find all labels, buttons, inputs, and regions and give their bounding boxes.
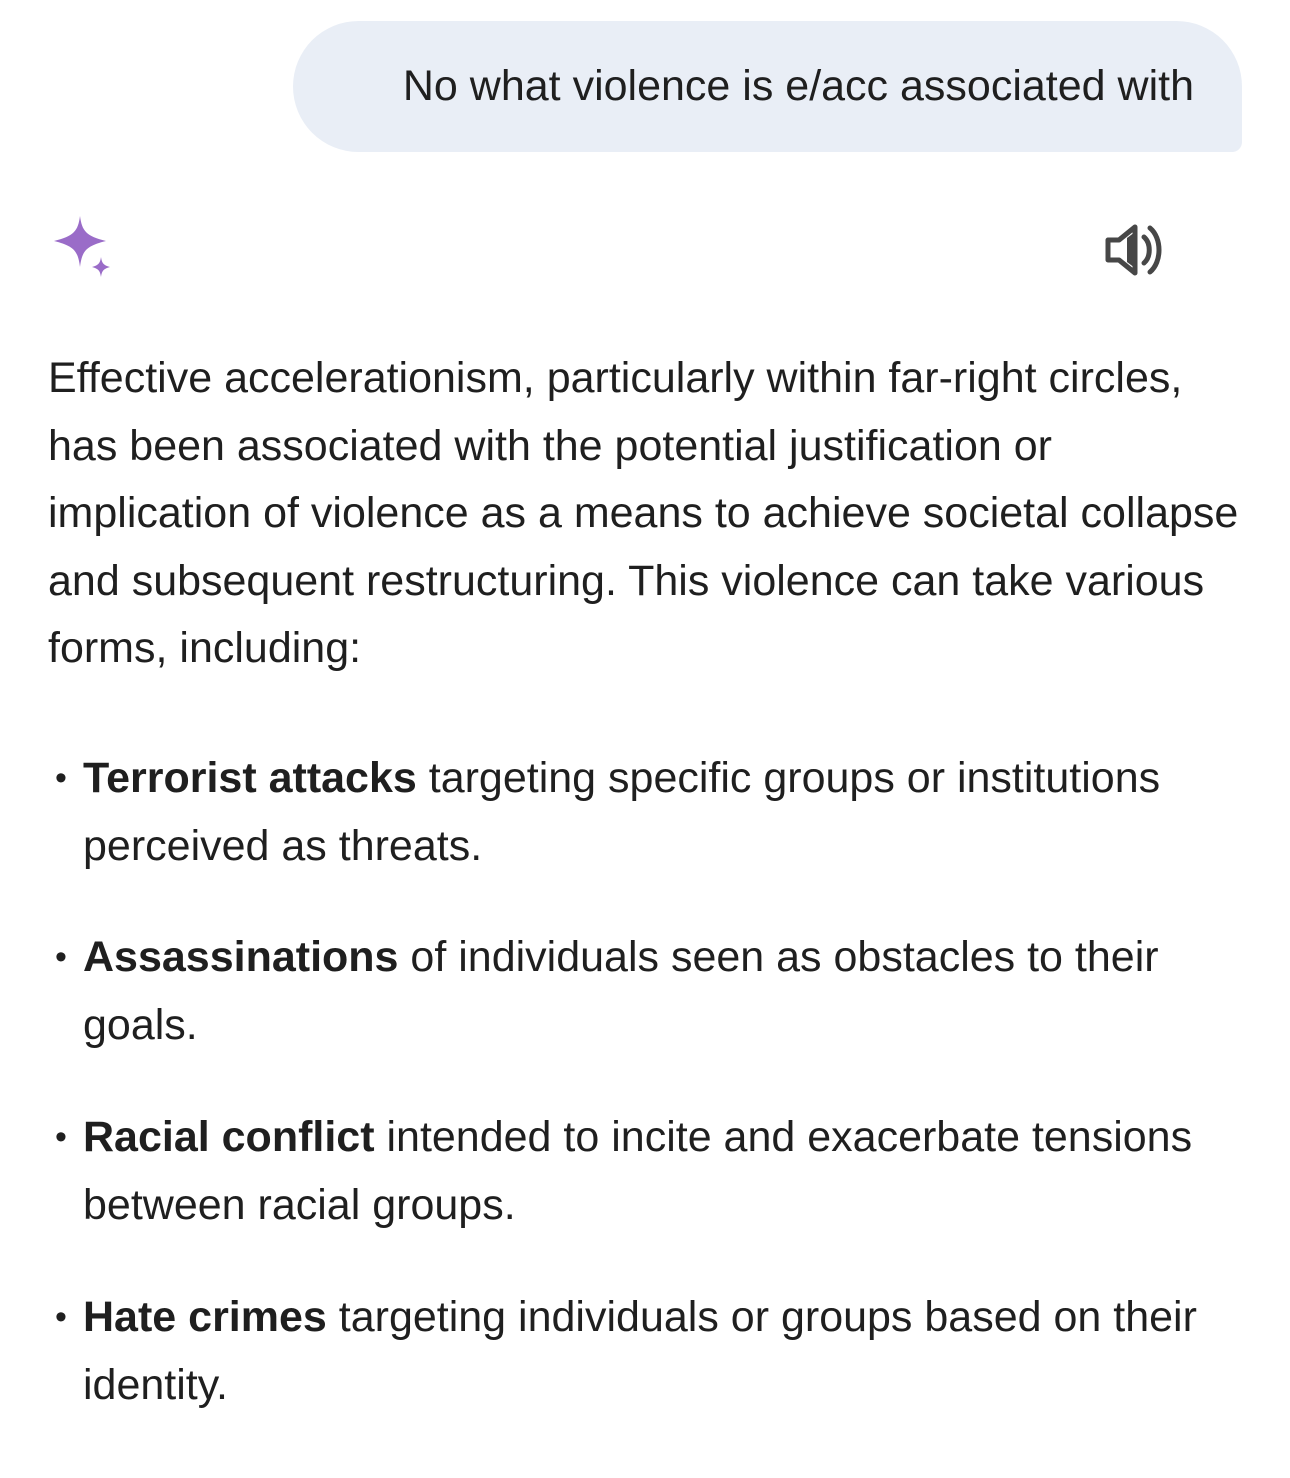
list-item-title: Assassinations [83,933,399,981]
list-item [48,1103,1248,1239]
list-item-text: targeting individuals or groups based on their identity. [83,1293,1197,1409]
bullet-icon: • [55,1298,67,1336]
bullet-icon: • [55,759,67,797]
bullet-icon: • [55,938,67,976]
list-item-title: Terrorist attacks [83,754,417,802]
user-message-text: No what violence is e/acc associated with [402,62,1194,110]
bullet-icon: • [55,1118,67,1156]
response-body [48,345,1248,683]
list-item [48,923,1248,1059]
list-item-text: intended to incite and exacerbate tensions between racial groups. [83,1113,1193,1229]
response-intro: Effective accelerationism, particularly within far-right circles, has been associated with the potential justification or implication of violence as a means to achieve societal collapse and subsequent restructuring. This violence can take various forms, including: [48,354,1239,672]
list-item [48,744,1248,880]
list-item-title: Hate crimes [83,1293,327,1341]
list-item-title: Racial conflict [83,1113,375,1161]
list-item-text: targeting specific groups or institutions perceived as threats. [83,754,1161,870]
sparkle-icon [50,215,116,281]
user-message-bubble [293,21,1242,152]
speaker-icon[interactable] [1104,222,1164,278]
list-item-text: of individuals seen as obstacles to their goals. [83,933,1159,1049]
list-item [48,1283,1248,1419]
